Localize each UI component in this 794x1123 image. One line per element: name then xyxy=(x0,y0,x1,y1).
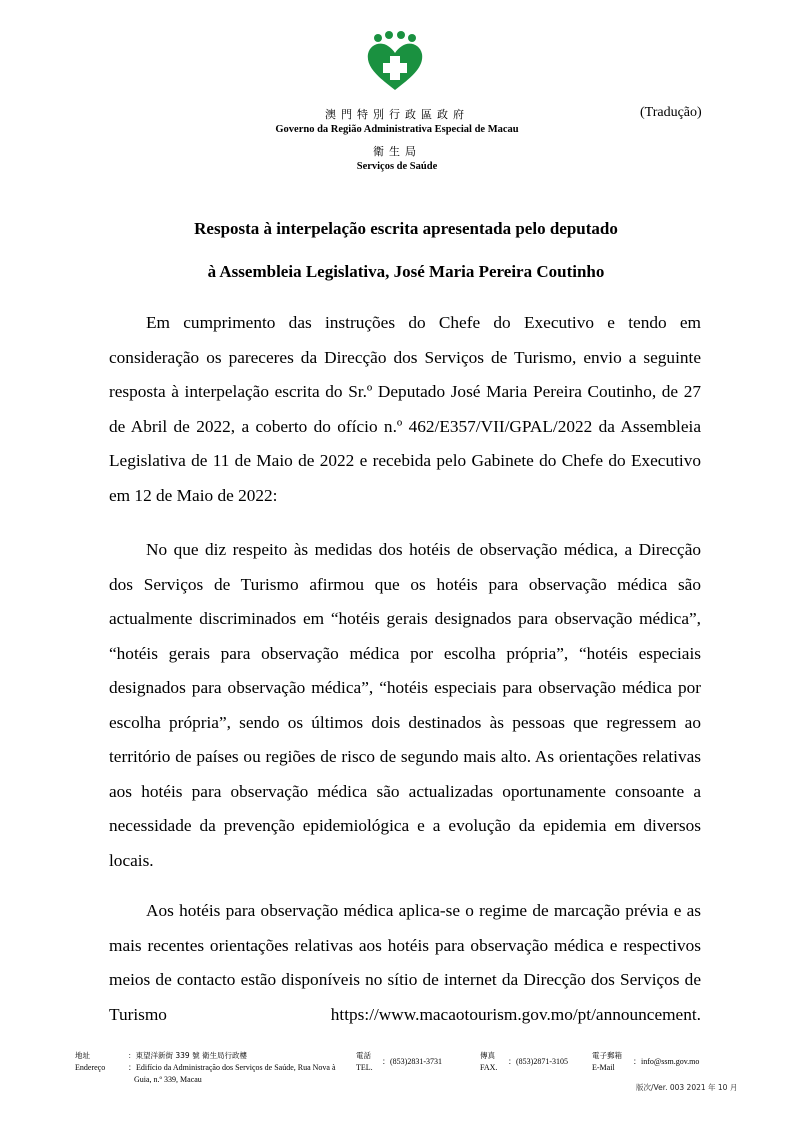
paragraph-3: Aos hotéis para observação médica aplica-se o regime de marcação prévia e as mais recentes orientações relativas aos hotéis para observação médica e respectivos meios de contacto estão disponíveis no sítio de internet da Direcção dos Serviços de Turismo https://www.macaotourism.gov.mo/pt/announcement. xyxy=(109,901,701,1024)
address-pt-line-2: Guia, n.º 339, Macau xyxy=(134,1075,202,1084)
address-pt-line-1: ：Edifício da Administração dos Serviços de Saúde, Rua Nova à xyxy=(128,1063,336,1072)
department-name-portuguese: Serviços de Saúde xyxy=(356,161,438,172)
address-zh: ：東望洋新街 339 號 衛生局行政樓 xyxy=(128,1051,247,1060)
tel-value: ：(853)2831-3731 xyxy=(382,1057,442,1066)
fax-value: ：(853)2871-3105 xyxy=(508,1057,568,1066)
department-name-chinese: 衛生局 xyxy=(373,145,421,158)
government-name-chinese: 澳門特別行政區政府 xyxy=(325,108,469,121)
paragraph-1: Em cumprimento das instruções do Chefe do Executivo e tendo em consideração os pareceres da Direcção dos Serviços de Turismo, envio a seguinte resposta à interpelação escrita do Sr.º Deputado José Maria Pereira Coutinho, de 27 de Abril de 2022, a coberto do ofício n.º 462/E357/VII/GPAL/2022 da Assembleia Legislativa de 11 de Maio de 2022 e recebida pelo Gabinete do Chefe do Executivo em 12 de Maio de 2022: xyxy=(109,313,701,505)
version-note: 版次/Ver. 003 2021 年 10 月 xyxy=(636,1083,738,1092)
ssm-logo xyxy=(364,30,426,92)
paragraph-2: No que diz respeito às medidas dos hotéis de observação médica, a Direcção dos Serviços de Turismo afirmou que os hotéis para observação médica são actualmente discriminados em “hotéis gerais designados para observação médica”, “hotéis gerais para observação médica por escolha própria”, “hotéis especiais designados para observação médica”, “hotéis especiais para observação médica por escolha própria”, sendo os últimos dois destinados às pessoas que regressem ao território de países ou regiões de risco de segundo mais alto. As orientações relativas aos hotéis para observação médica são actualizadas oportunamente consoante a necessidade da prevenção epidemiológica e a evolução da epidemia em diversos locais. xyxy=(109,540,701,870)
fax-label-zh: 傳真 xyxy=(480,1051,495,1060)
address-label-zh: 地址 xyxy=(75,1051,90,1060)
tel-label-pt: TEL. xyxy=(356,1063,373,1072)
email-label-zh: 電子郵箱 xyxy=(592,1051,622,1060)
address-label-pt: Endereço xyxy=(75,1063,106,1072)
document-title-line-2: à Assembleia Legislativa, José Maria Pereira Coutinho xyxy=(207,262,605,281)
government-name-portuguese: Governo da Região Administrativa Especial de Macau xyxy=(275,124,519,135)
tel-label-zh: 電話 xyxy=(356,1051,371,1060)
translation-note: (Tradução) xyxy=(640,105,702,120)
document-title-line-1: Resposta à interpelação escrita apresentada pelo deputado xyxy=(194,219,618,238)
email-label-pt: E-Mail xyxy=(592,1063,615,1072)
fax-label-pt: FAX. xyxy=(480,1063,498,1072)
email-value: ：info@ssm.gov.mo xyxy=(633,1057,700,1066)
